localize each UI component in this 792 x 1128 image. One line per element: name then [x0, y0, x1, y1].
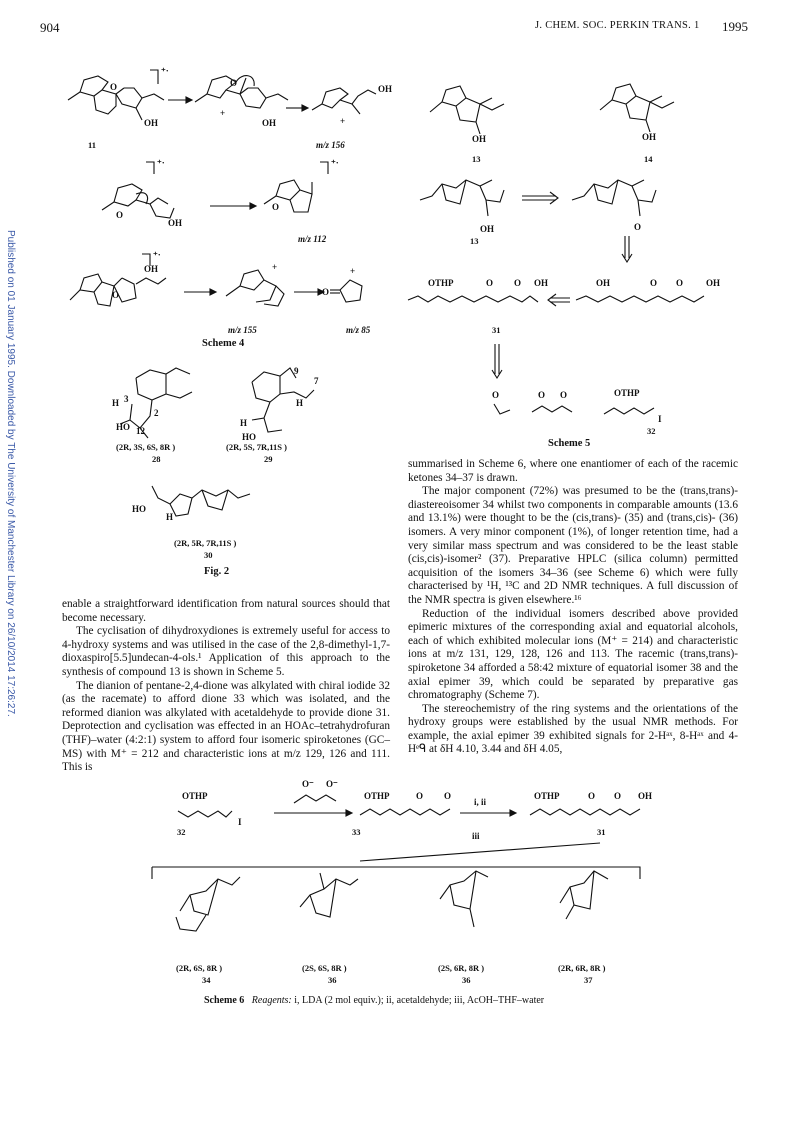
fig-2-label: Fig. 2 — [204, 566, 230, 577]
atom-plus: + — [272, 262, 278, 272]
figure-2 — [100, 360, 400, 590]
mz-155: m/z 155 — [228, 325, 257, 335]
paragraph: Reduction of the individual isomers described above provided epimeric mixtures of the corresponding axial and equatorial alcohols, each of which exhibited molecular ions (M⁺ = 214) and characteristic ions at m/z 131, 129, 128, 126 and 113. The racemic (trans,trans)-spiroketone 34 afforded a 58:42 mixture of equatorial isomer 38 and the axial epimer 39, which could be separated by preparative gas chromatography (Scheme 7). — [408, 607, 738, 702]
fig2-structure-30 — [130, 480, 330, 540]
compound-31: 31 — [492, 325, 501, 335]
group-o: O — [650, 278, 658, 288]
radical-cation: ⁺· — [157, 158, 165, 168]
compound-13: 13 — [472, 154, 481, 164]
scheme6-route — [60, 775, 760, 865]
paragraph: The major component (72%) was presumed to be the (trans,trans)-diastereoisomer 34 whilst two components in comparable amounts (13.6 and 13.1%) were thought to be the (cis,trans)- (35) and (trans,cis)- (36) isomers. A very minor component (1%), of longer retention time, had a very similar mass spectrum and was considered to be the least stable (cis,cis)-isomer² (37). Preparative HPLC (silica column) permitted acquisition of the isomers 34–36 (see Scheme 6) which were fully characterised by ¹H, ¹³C and 2D NMR techniques. A full discussion of the NMR spectra is given elsewhere.¹⁶ — [408, 485, 738, 606]
scheme-6-label: Scheme 6 — [204, 995, 245, 1006]
scheme-5-label: Scheme 5 — [548, 438, 591, 449]
atom-plus: + — [350, 266, 356, 276]
group-i: I — [658, 414, 662, 424]
reagents-label: Reagents: — [251, 995, 292, 1006]
group-othp: OTHP — [428, 278, 454, 288]
atom-locant: 2 — [154, 408, 159, 418]
atom-locant: 3 — [124, 394, 129, 404]
fig2-structures-28-29 — [100, 360, 400, 470]
group-othp: OTHP — [364, 791, 390, 801]
group-oh: OH — [534, 278, 549, 288]
group-o: O — [492, 390, 500, 400]
scheme5-compounds-13-14 — [400, 70, 760, 170]
provenance-text: Published on 01 January 1995. Downloaded by The University of Manchester Library on 26/10/2014 17:26:27. — [5, 230, 16, 717]
mz-156: m/z 156 — [316, 140, 345, 150]
journal-year: 1995 — [722, 19, 748, 34]
page-number: 904 — [40, 20, 60, 35]
atom-ho: HO — [242, 432, 257, 442]
mz-85: m/z 85 — [346, 325, 371, 335]
right-column-text — [408, 458, 738, 757]
atom-h: H — [112, 398, 120, 408]
atom-locant: 7 — [314, 376, 319, 386]
compound-11: 11 — [88, 140, 97, 150]
compound-36: 36 — [462, 975, 471, 985]
compound-32: 32 — [647, 426, 656, 436]
group-o: O — [514, 278, 522, 288]
scheme6-products — [60, 859, 760, 969]
group-o-minus: O⁻ — [302, 779, 314, 789]
config-35: (2S, 6S, 8R ) — [302, 963, 347, 973]
atom-o: O — [116, 210, 124, 220]
atom-plus: + — [220, 108, 226, 118]
scheme-6-caption — [204, 995, 544, 1006]
scheme5-retro-13 — [400, 170, 760, 270]
config-37: (2R, 6R, 8R ) — [558, 963, 606, 973]
radical-cation: ⁺· — [153, 250, 161, 260]
atom-ho: HO — [116, 422, 131, 432]
atom-o: O — [230, 78, 238, 88]
paragraph: summarised in Scheme 6, where one enantiomer of each of the racemic ketones 34–37 is drawn. — [408, 458, 738, 484]
group-oh: OH — [706, 278, 721, 288]
atom-o: O — [634, 222, 642, 232]
atom-locant: 12 — [136, 426, 145, 436]
config-30: (2R, 5R, 7R,11S ) — [174, 538, 237, 548]
left-column-text — [62, 598, 390, 775]
step-i-ii: i, ii — [474, 797, 487, 807]
scheme-6 — [60, 775, 760, 1025]
compound-32-s6: 32 — [177, 827, 186, 837]
atom-oh: OH — [168, 218, 183, 228]
reagents-text: i, LDA (2 mol equiv.); ii, acetaldehyde; iii, AcOH–THF–water — [294, 995, 545, 1006]
paragraph: The cyclisation of dihydroxydiones is extremely useful for access to 4-hydroxy systems and was utilised in the case of the 2,8-dimethyl-1,7-dioxaspiro[5.5]undecan-4-ols.¹ Application of this approach to the synthesis of compound 13 is shown in Scheme 5. — [62, 625, 390, 678]
compound-29: 29 — [264, 454, 273, 464]
scheme5-building-blocks — [400, 340, 760, 450]
group-o: O — [444, 791, 452, 801]
group-o: O — [560, 390, 568, 400]
scheme-5 — [400, 70, 760, 470]
compound-34: 34 — [202, 975, 211, 985]
journal-name: J. CHEM. SOC. PERKIN TRANS. 1 — [535, 20, 700, 31]
group-o: O — [614, 791, 622, 801]
paragraph: The dianion of pentane-2,4-dione was alkylated with chiral iodide 32 (as the racemate) to afford dione 33 which was isolated, and the reformed dianion was alkylated with acetaldehyde to provide dione 31. Deprotection and cyclisation was effected in an HOAc–tetrahydrofuran (THF)–water (4:2:1) system to afford four isomeric spiroketones (GC–MS) with M⁺ = 212 and characteristic ions at m/z 129, 126 and 111. This is — [62, 679, 390, 774]
scheme4-row3-structures — [50, 250, 390, 330]
config-28: (2R, 3S, 6S, 8R ) — [116, 442, 176, 452]
config-36: (2S, 6R, 8R ) — [438, 963, 485, 973]
paragraph: enable a straightforward identification from natural sources should that become necessary. — [62, 598, 390, 624]
paragraph: The stereochemistry of the ring systems and the orientations of the hydroxy groups were established by the usual NMR methods. For example, the axial epimer 39 exhibited signals for 2-Hᵃˣ, 8-Hᵃˣ and 4-Hᵉᑫ at δH 4.10, 3.44 and δH 4.05, — [408, 702, 738, 756]
compound-13-retro: 13 — [470, 236, 479, 246]
group-oh: OH — [638, 791, 653, 801]
atom-oh: OH — [378, 84, 393, 94]
compound-14: 14 — [644, 154, 653, 164]
atom-o: O — [112, 290, 120, 300]
atom-oh: OH — [642, 132, 657, 142]
scheme5-open-chains — [400, 270, 760, 330]
atom-plus: + — [340, 116, 346, 126]
group-o: O — [486, 278, 494, 288]
compound-33: 33 — [352, 827, 361, 837]
radical-cation: ⁺· — [331, 158, 339, 168]
atom-h: H — [240, 418, 248, 428]
atom-o: O — [272, 202, 280, 212]
scheme-4 — [50, 50, 393, 350]
group-othp: OTHP — [182, 791, 208, 801]
compound-31-s6: 31 — [597, 827, 606, 837]
atom-oh: OH — [262, 118, 277, 128]
compound-30: 30 — [204, 550, 213, 560]
group-othp: OTHP — [614, 388, 640, 398]
config-34: (2R, 6S, 8R ) — [176, 963, 223, 973]
atom-o: O — [110, 82, 118, 92]
step-iii: iii — [472, 831, 480, 841]
group-o: O — [416, 791, 424, 801]
group-i: I — [238, 817, 242, 827]
atom-ho: HO — [132, 504, 147, 514]
atom-oh: OH — [144, 264, 159, 274]
atom-h: H — [296, 398, 304, 408]
group-o-minus: O⁻ — [326, 779, 338, 789]
radical-cation: ⁺· — [161, 66, 169, 76]
config-29: (2R, 5S, 7R,11S ) — [226, 442, 287, 452]
compound-28: 28 — [152, 454, 161, 464]
atom-o: O — [322, 287, 330, 297]
group-o: O — [538, 390, 546, 400]
atom-oh: OH — [472, 134, 487, 144]
scheme4-row2-structures — [50, 160, 390, 240]
atom-h: H — [166, 512, 174, 522]
compound-37: 37 — [584, 975, 593, 985]
scheme-4-label: Scheme 4 — [202, 338, 245, 349]
group-oh: OH — [596, 278, 611, 288]
provenance-sidebar — [2, 230, 18, 730]
group-othp: OTHP — [534, 791, 560, 801]
atom-oh: OH — [480, 224, 495, 234]
mz-112: m/z 112 — [298, 234, 327, 244]
atom-locant: 9 — [294, 366, 299, 376]
group-o: O — [588, 791, 596, 801]
atom-oh: OH — [144, 118, 159, 128]
group-o: O — [676, 278, 684, 288]
compound-35: 36 — [328, 975, 337, 985]
